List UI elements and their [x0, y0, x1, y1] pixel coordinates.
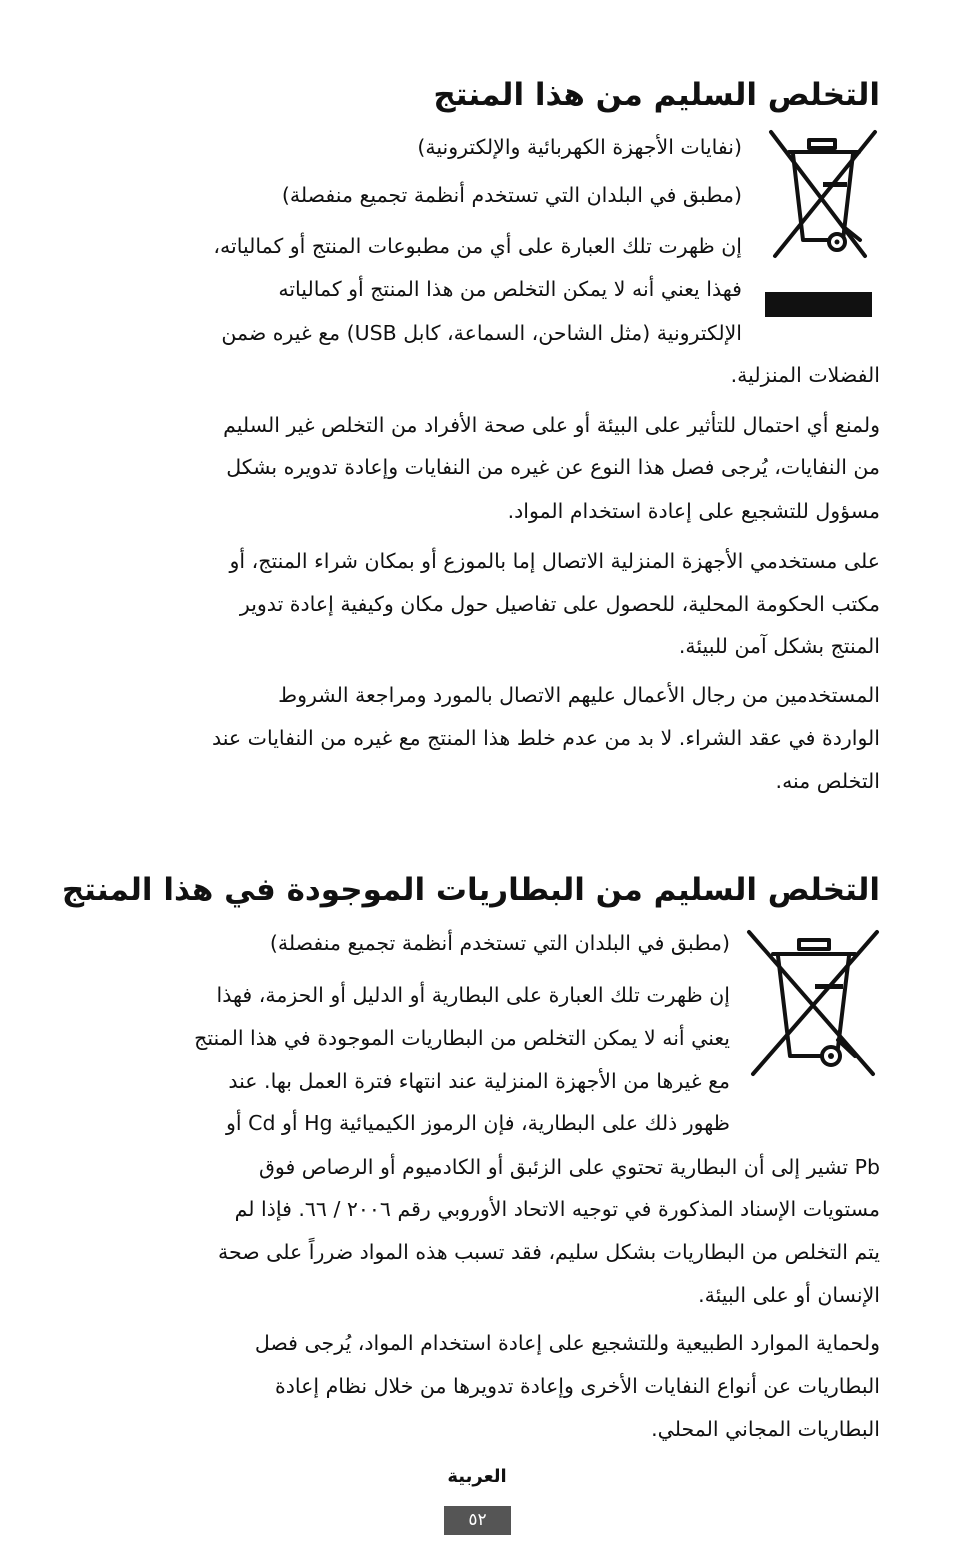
body-line: مع غيرها من الأجهزة المنزلية عند انتهاء فترة العمل بها. عند: [228, 1069, 730, 1093]
body-line: إن ظهرت تلك العبارة على البطارية أو الدليل أو الحزمة، فهذا: [216, 983, 730, 1007]
body-line: Pb تشير إلى أن البطارية تحتوي على الزئبق أو الكادميوم أو الرصاص فوق: [259, 1155, 880, 1179]
paragraph-line: البطاريات المجاني المحلي.: [651, 1417, 880, 1441]
body-line: الإلكترونية (مثل الشاحن، السماعة، كابل USB) مع غيره ضمن: [221, 321, 742, 345]
body-line: فهذا يعني أنه لا يمكن التخلص من هذا المنتج أو كمالياته: [278, 277, 742, 301]
paragraph-line: الواردة في عقد الشراء. لا بد من عدم خلط هذا المنتج مع غيره من النفايات عند: [211, 726, 880, 750]
battery-bin-icon: [745, 928, 880, 1080]
body-line: إن ظهرت تلك العبارة على أي من مطبوعات المنتج أو كمالياته،: [213, 234, 742, 258]
paragraph-line: مكتب الحكومة المحلية، للحصول على تفاصيل حول مكان وكيفية إعادة تدوير: [239, 592, 880, 616]
paragraph-line: من النفايات، يُرجى فصل هذا النوع عن غيره من النفايات وإعادة تدويره بشكل: [226, 455, 880, 479]
page-number: ٥٢: [444, 1506, 511, 1535]
weee-note-line: (نفايات الأجهزة الكهربائية والإلكترونية): [417, 135, 742, 159]
body-line: الفضلات المنزلية.: [730, 363, 880, 387]
footer-language-label: العربية: [447, 1466, 507, 1487]
body-line: يعني أنه لا يمكن التخلص من البطاريات الموجودة في هذا المنتج: [194, 1026, 730, 1050]
body-line: الإنسان أو على البيئة.: [698, 1283, 880, 1307]
section1-heading: التخلص السليم من هذا المنتج: [433, 77, 880, 113]
paragraph-line: التخلص منه.: [775, 769, 880, 793]
body-line: مستويات الإسناد المذكورة في توجيه الاتحاد الأوروبي رقم ٢٠٠٦ / ٦٦. فإذا لم: [234, 1197, 880, 1221]
weee-bin-icon: [765, 128, 880, 263]
separate-collection-bar: [765, 292, 872, 317]
paragraph-line: على مستخدمي الأجهزة المنزلية الاتصال إما بالموزع أو بمكان شراء المنتج، أو: [229, 549, 880, 573]
paragraph-line: المستخدمين من رجال الأعمال عليهم الاتصال بالمورد ومراجعة الشروط: [278, 683, 880, 707]
paragraph-line: المنتج بشكل آمن للبيئة.: [678, 634, 880, 658]
paragraph-line: البطاريات عن أنواع النفايات الأخرى وإعادة تدويرها من خلال نظام إعادة: [275, 1374, 880, 1398]
paragraph-line: مسؤول للتشجيع على إعادة استخدام المواد.: [507, 499, 880, 523]
paragraph-line: ولحماية الموارد الطبيعية وللتشجيع على إعادة استخدام المواد، يُرجى فصل: [254, 1331, 880, 1355]
body-line: ظهور ذلك على البطارية، فإن الرموز الكيميائية Hg أو Cd أو: [226, 1111, 730, 1135]
collection-note-line: (مطبق في البلدان التي تستخدم أنظمة تجميع منفصلة): [281, 183, 742, 207]
collection-note-line: (مطبق في البلدان التي تستخدم أنظمة تجميع منفصلة): [269, 931, 730, 955]
paragraph-line: ولمنع أي احتمال للتأثير على البيئة أو على صحة الأفراد من التخلص غير السليم: [223, 413, 880, 437]
section2-heading: التخلص السليم من البطاريات الموجودة في هذا المنتج: [61, 872, 880, 908]
body-line: يتم التخلص من البطاريات بشكل سليم، فقد تسبب هذه المواد ضرراً على صحة: [218, 1240, 880, 1264]
